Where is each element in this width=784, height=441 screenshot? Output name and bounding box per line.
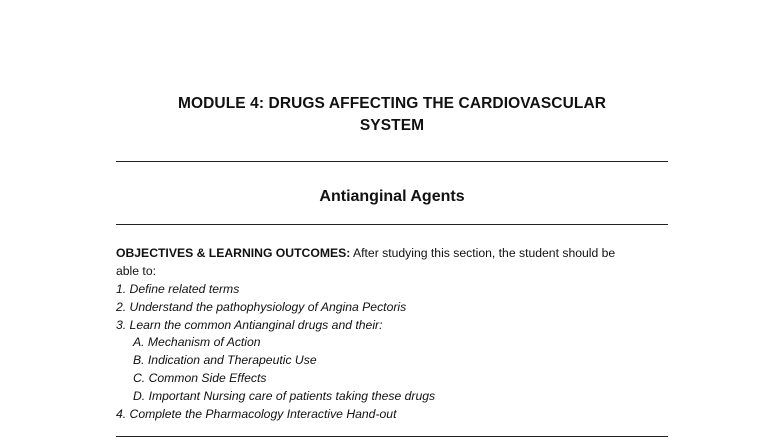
divider-middle (116, 224, 668, 225)
objective-subitem: D. Important Nursing care of patients taking these drugs (133, 388, 436, 403)
objective-item: 1. Define related terms (116, 282, 240, 296)
section-title: Antianginal Agents (319, 188, 465, 205)
objectives-intro-text-2: able to: (116, 263, 156, 278)
divider-top (116, 161, 668, 162)
objective-item: 3. Learn the common Antianginal drugs and their: (116, 317, 383, 332)
objectives-intro-text: After studying this section, the student should be (350, 246, 616, 260)
objectives-heading: OBJECTIVES & LEARNING OUTCOMES: (116, 246, 351, 260)
module-title (100, 93, 684, 137)
divider-bottom (116, 436, 668, 437)
objectives-intro (116, 245, 672, 280)
objective-subitem: A. Mechanism of Action (133, 335, 261, 350)
objective-subitem: B. Indication and Therapeutic Use (133, 353, 317, 368)
module-title-line-1: MODULE 4: DRUGS AFFECTING THE CARDIOVASCULAR (177, 95, 607, 112)
module-title-line-2: SYSTEM (359, 117, 425, 134)
objectives-list (116, 281, 676, 423)
objective-item: 2. Understand the pathophysiology of Angina Pectoris (116, 299, 407, 314)
objective-item: 4. Complete the Pharmacology Interactive Hand-out (116, 406, 397, 421)
objective-subitem: C. Common Side Effects (133, 370, 267, 385)
